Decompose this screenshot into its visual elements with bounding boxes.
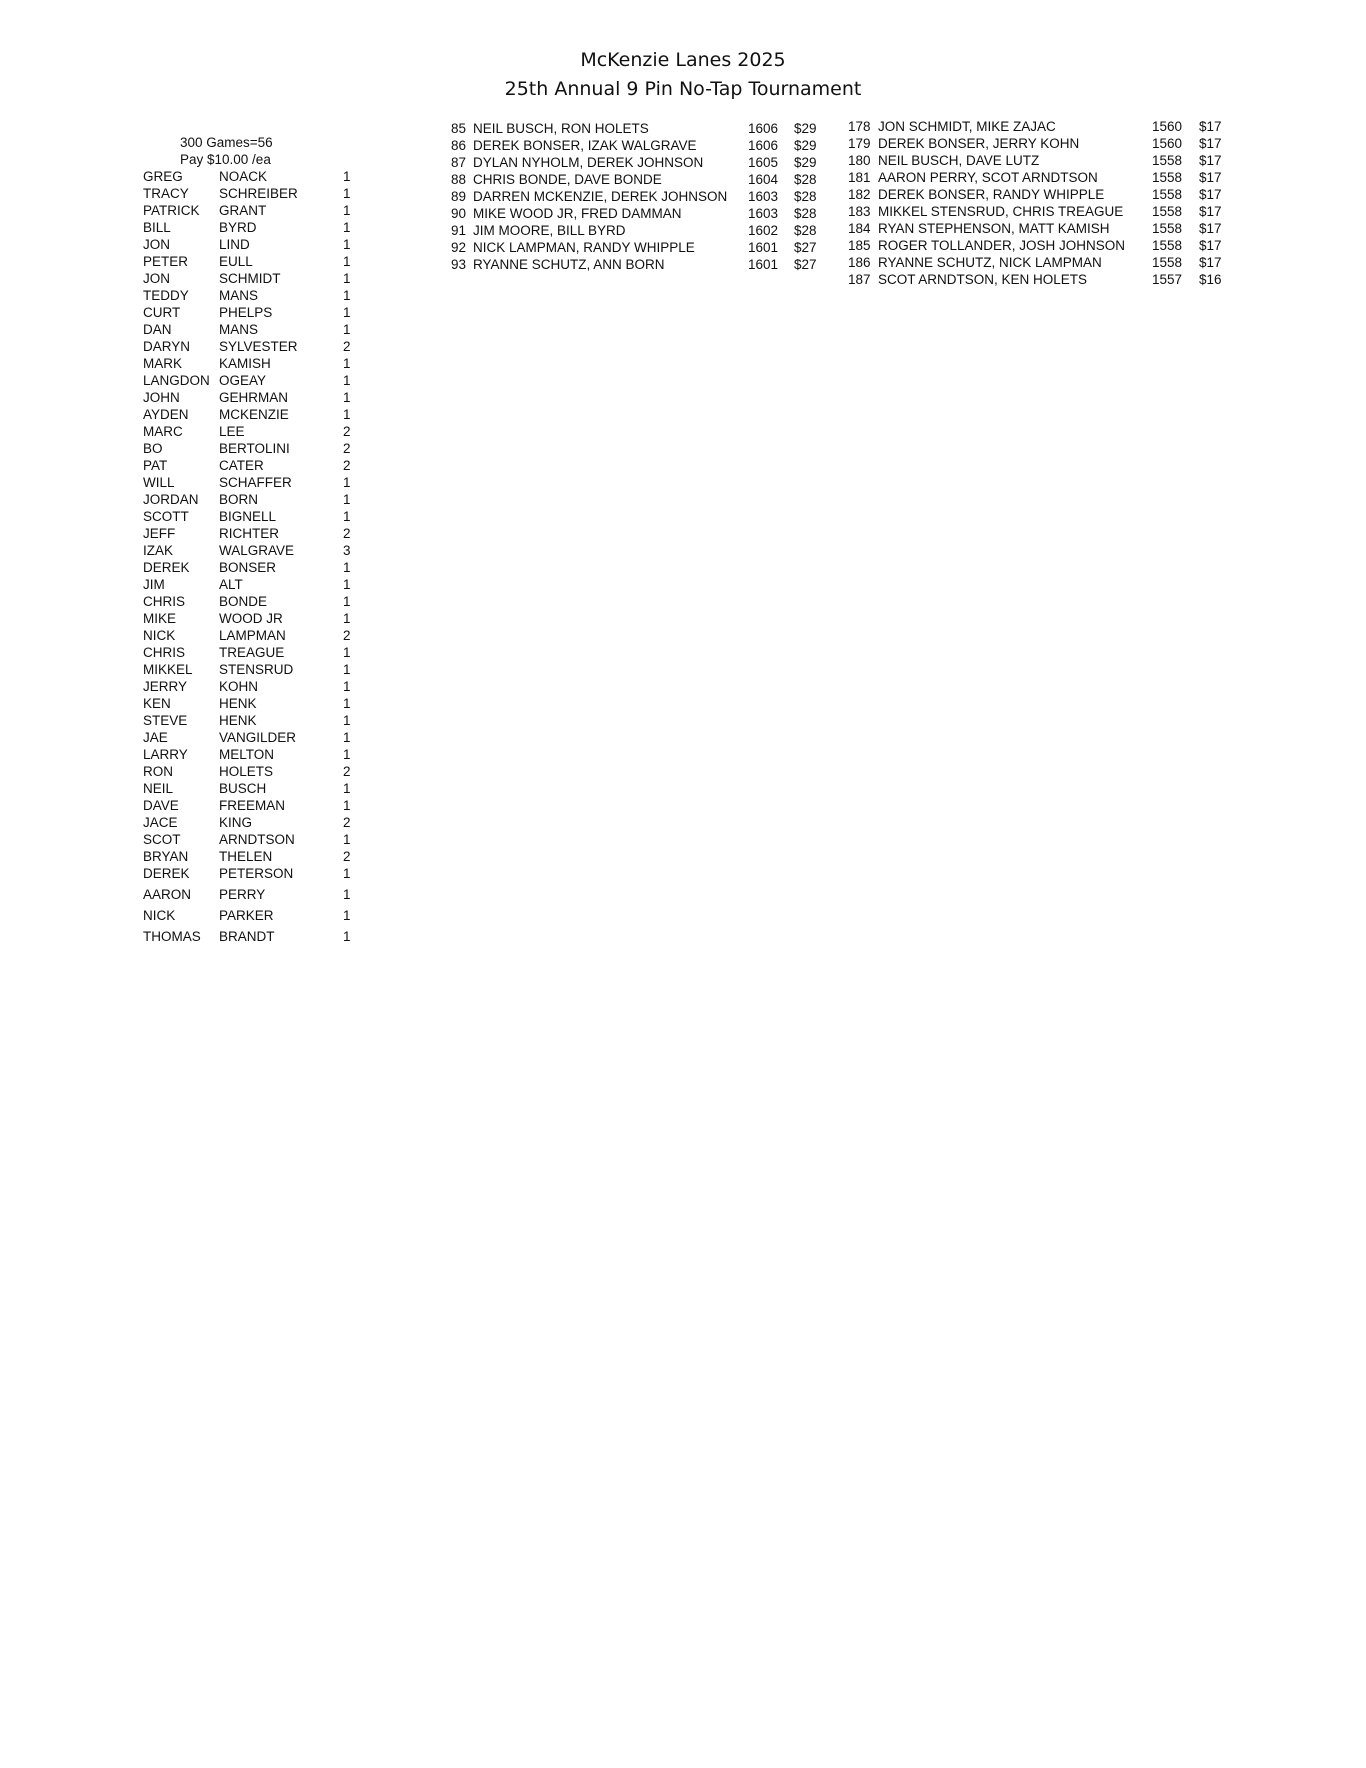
standing-rank: 187 [848,272,871,287]
bowler-300-count: 2 [343,526,351,541]
bowler-row [143,928,373,949]
bowler-last-name: BORN [219,492,259,507]
bowler-first-name: PATRICK [143,203,200,218]
bowler-300-count: 1 [343,781,351,796]
bowler-first-name: DARYN [143,339,191,354]
bowler-300-count: 1 [343,594,351,609]
bowler-last-name: KOHN [219,679,259,694]
team-score: 1558 [1152,221,1183,236]
team-names: DEREK BONSER, RANDY WHIPPLE [878,187,1105,202]
bowler-first-name: AARON [143,887,192,902]
bowler-row [143,491,373,508]
team-score: 1601 [748,257,779,272]
team-names: RYANNE SCHUTZ, ANN BORN [473,257,665,272]
bowler-row [143,848,373,865]
bowler-row [143,508,373,525]
bowler-first-name: JEFF [143,526,176,541]
bowler-last-name: VANGILDER [219,730,297,745]
bowler-row [143,321,373,338]
team-names: ROGER TOLLANDER, JOSH JOHNSON [878,238,1126,253]
bowler-row [143,168,373,185]
bowler-first-name: SCOT [143,832,181,847]
bowler-last-name: GEHRMAN [219,390,289,405]
bowler-first-name: MIKKEL [143,662,193,677]
bowler-row [143,729,373,746]
team-payout: $17 [1199,204,1222,219]
team-payout: $29 [794,121,817,136]
bowler-300-count: 1 [343,798,351,813]
bowler-first-name: JORDAN [143,492,199,507]
bowler-first-name: DAVE [143,798,179,813]
bowler-row [143,457,373,474]
bowler-first-name: TEDDY [143,288,189,303]
standing-rank: 86 [451,138,467,153]
bowler-300-count: 2 [343,849,351,864]
bowler-row [143,644,373,661]
bowler-first-name: BILL [143,220,171,235]
bowler-row [143,610,373,627]
team-payout: $28 [794,206,817,221]
bowler-last-name: TREAGUE [219,645,285,660]
bowler-last-name: SCHAFFER [219,475,292,490]
bowler-300-count: 2 [343,339,351,354]
team-payout: $17 [1199,170,1222,185]
team-names: NEIL BUSCH, RON HOLETS [473,121,649,136]
bowler-300-count: 2 [343,441,351,456]
bowler-first-name: PAT [143,458,168,473]
standing-row [848,152,1248,169]
bowler-first-name: GREG [143,169,183,184]
bowler-row [143,559,373,576]
games-300-list [143,168,373,949]
bowler-last-name: PERRY [219,887,266,902]
bowler-first-name: WILL [143,475,175,490]
bowler-first-name: JERRY [143,679,188,694]
bowler-300-count: 1 [343,747,351,762]
team-names: DYLAN NYHOLM, DEREK JOHNSON [473,155,704,170]
standing-rank: 183 [848,204,871,219]
bowler-300-count: 1 [343,560,351,575]
standing-row [451,171,831,188]
standing-rank: 179 [848,136,871,151]
bowler-last-name: LAMPMAN [219,628,286,643]
bowler-300-count: 1 [343,475,351,490]
bowler-300-count: 1 [343,577,351,592]
bowler-last-name: MANS [219,322,259,337]
team-names: DEREK BONSER, JERRY KOHN [878,136,1080,151]
bowler-300-count: 1 [343,611,351,626]
bowler-300-count: 1 [343,169,351,184]
bowler-last-name: SYLVESTER [219,339,298,354]
bowler-row [143,287,373,304]
bowler-first-name: THOMAS [143,929,201,944]
bowler-first-name: MARC [143,424,183,439]
bowler-last-name: HENK [219,696,257,711]
bowler-row [143,542,373,559]
team-names: AARON PERRY, SCOT ARNDTSON [878,170,1098,185]
bowler-last-name: SCHREIBER [219,186,298,201]
bowler-300-count: 2 [343,458,351,473]
bowler-last-name: LIND [219,237,250,252]
bowler-row [143,355,373,372]
standing-rank: 180 [848,153,871,168]
bowler-300-count: 1 [343,679,351,694]
bowler-300-count: 1 [343,696,351,711]
standing-row [451,256,831,273]
team-score: 1605 [748,155,779,170]
bowler-last-name: LEE [219,424,245,439]
team-score: 1606 [748,138,779,153]
standing-rank: 91 [451,223,467,238]
bowler-first-name: RON [143,764,173,779]
team-payout: $29 [794,138,817,153]
team-score: 1558 [1152,204,1183,219]
standings-column-1 [451,120,831,273]
bowler-first-name: AYDEN [143,407,189,422]
bowler-300-count: 1 [343,407,351,422]
standing-rank: 181 [848,170,871,185]
team-names: JON SCHMIDT, MIKE ZAJAC [878,119,1056,134]
bowler-300-count: 2 [343,628,351,643]
bowler-first-name: DEREK [143,560,190,575]
team-names: NEIL BUSCH, DAVE LUTZ [878,153,1040,168]
team-names: MIKE WOOD JR, FRED DAMMAN [473,206,682,221]
team-payout: $17 [1199,136,1222,151]
bowler-last-name: GRANT [219,203,267,218]
bowler-first-name: NEIL [143,781,174,796]
bowler-row [143,338,373,355]
bowler-first-name: NICK [143,628,176,643]
team-score: 1603 [748,189,779,204]
bowler-300-count: 1 [343,713,351,728]
games-300-label: 300 Games=56 [180,135,273,150]
standing-row [848,169,1248,186]
team-score: 1606 [748,121,779,136]
bowler-last-name: BONSER [219,560,277,575]
standing-row [848,254,1248,271]
bowler-row [143,814,373,831]
standing-row [848,220,1248,237]
team-names: DEREK BONSER, IZAK WALGRAVE [473,138,697,153]
bowler-300-count: 1 [343,509,351,524]
bowler-last-name: RICHTER [219,526,279,541]
bowler-first-name: TRACY [143,186,189,201]
bowler-row [143,406,373,423]
bowler-first-name: LARRY [143,747,188,762]
standing-rank: 186 [848,255,871,270]
team-names: JIM MOORE, BILL BYRD [473,223,626,238]
bowler-300-count: 1 [343,220,351,235]
bowler-row [143,907,373,928]
bowler-row [143,695,373,712]
bowler-last-name: PARKER [219,908,274,923]
bowler-row [143,270,373,287]
bowler-row [143,746,373,763]
bowler-row [143,831,373,848]
standing-row [451,120,831,137]
bowler-last-name: BONDE [219,594,268,609]
bowler-300-count: 1 [343,866,351,881]
team-payout: $28 [794,223,817,238]
bowler-last-name: FREEMAN [219,798,286,813]
bowler-300-count: 2 [343,764,351,779]
bowler-row [143,627,373,644]
team-payout: $27 [794,240,817,255]
bowler-first-name: SCOTT [143,509,189,524]
bowler-first-name: MARK [143,356,183,371]
standing-row [848,118,1248,135]
team-score: 1560 [1152,136,1183,151]
bowler-first-name: STEVE [143,713,188,728]
standing-row [848,186,1248,203]
bowler-row [143,593,373,610]
bowler-300-count: 1 [343,373,351,388]
team-score: 1558 [1152,238,1183,253]
bowler-300-count: 1 [343,271,351,286]
standing-rank: 178 [848,119,871,134]
team-score: 1603 [748,206,779,221]
bowler-row [143,661,373,678]
bowler-300-count: 1 [343,832,351,847]
bowler-last-name: PHELPS [219,305,273,320]
bowler-300-count: 1 [343,203,351,218]
bowler-last-name: MANS [219,288,259,303]
standing-row [848,237,1248,254]
bowler-300-count: 1 [343,186,351,201]
bowler-300-count: 1 [343,288,351,303]
bowler-300-count: 1 [343,887,351,902]
standing-row [451,137,831,154]
standing-rank: 90 [451,206,467,221]
bowler-last-name: MCKENZIE [219,407,289,422]
bowler-first-name: NICK [143,908,176,923]
bowler-300-count: 1 [343,908,351,923]
bowler-first-name: BO [143,441,163,456]
team-payout: $17 [1199,221,1222,236]
team-score: 1557 [1152,272,1183,287]
team-names: RYANNE SCHUTZ, NICK LAMPMAN [878,255,1102,270]
standing-rank: 182 [848,187,871,202]
bowler-last-name: THELEN [219,849,273,864]
bowler-last-name: WOOD JR [219,611,283,626]
team-payout: $17 [1199,255,1222,270]
bowler-row [143,372,373,389]
page-subtitle: 25th Annual 9 Pin No-Tap Tournament [504,78,862,100]
bowler-last-name: ALT [219,577,243,592]
bowler-last-name: CATER [219,458,264,473]
games-300-pay: Pay $10.00 /ea [180,152,271,167]
team-score: 1558 [1152,187,1183,202]
bowler-300-count: 3 [343,543,351,558]
bowler-last-name: NOACK [219,169,268,184]
bowler-300-count: 1 [343,929,351,944]
standing-row [451,205,831,222]
bowler-row [143,389,373,406]
standing-row [848,271,1248,288]
bowler-row [143,202,373,219]
bowler-first-name: LANGDON [143,373,210,388]
team-names: SCOT ARNDTSON, KEN HOLETS [878,272,1088,287]
bowler-last-name: SCHMIDT [219,271,281,286]
team-names: CHRIS BONDE, DAVE BONDE [473,172,662,187]
bowler-last-name: PETERSON [219,866,294,881]
bowler-row [143,253,373,270]
bowler-first-name: PETER [143,254,189,269]
team-names: NICK LAMPMAN, RANDY WHIPPLE [473,240,695,255]
bowler-row [143,219,373,236]
bowler-row [143,712,373,729]
bowler-first-name: DEREK [143,866,190,881]
bowler-row [143,474,373,491]
standing-row [451,188,831,205]
bowler-row [143,525,373,542]
page-title: McKenzie Lanes 2025 [580,49,786,71]
bowler-first-name: JOHN [143,390,180,405]
bowler-first-name: CHRIS [143,645,186,660]
bowler-last-name: WALGRAVE [219,543,295,558]
bowler-first-name: JIM [143,577,165,592]
team-payout: $17 [1199,119,1222,134]
bowler-300-count: 1 [343,390,351,405]
team-score: 1558 [1152,170,1183,185]
bowler-first-name: JON [143,271,170,286]
bowler-300-count: 1 [343,662,351,677]
bowler-first-name: JACE [143,815,178,830]
bowler-last-name: HENK [219,713,257,728]
bowler-row [143,763,373,780]
bowler-first-name: KEN [143,696,171,711]
team-payout: $28 [794,172,817,187]
bowler-row [143,865,373,886]
bowler-300-count: 2 [343,424,351,439]
bowler-300-count: 1 [343,254,351,269]
bowler-300-count: 1 [343,237,351,252]
bowler-last-name: STENSRUD [219,662,294,677]
team-payout: $28 [794,189,817,204]
team-score: 1558 [1152,255,1183,270]
standing-rank: 88 [451,172,467,187]
bowler-last-name: BERTOLINI [219,441,290,456]
bowler-last-name: BUSCH [219,781,267,796]
bowler-first-name: IZAK [143,543,174,558]
team-payout: $17 [1199,153,1222,168]
bowler-row [143,423,373,440]
bowler-last-name: HOLETS [219,764,274,779]
standing-row [451,154,831,171]
bowler-300-count: 1 [343,305,351,320]
standing-rank: 92 [451,240,467,255]
games-300-header [180,134,320,168]
team-payout: $16 [1199,272,1222,287]
team-score: 1604 [748,172,779,187]
standing-row [848,203,1248,220]
bowler-300-count: 1 [343,730,351,745]
team-score: 1601 [748,240,779,255]
bowler-first-name: MIKE [143,611,177,626]
bowler-row [143,678,373,695]
bowler-row [143,236,373,253]
bowler-300-count: 1 [343,322,351,337]
bowler-row [143,304,373,321]
bowler-300-count: 1 [343,356,351,371]
bowler-row [143,886,373,907]
bowler-last-name: BRANDT [219,929,275,944]
bowler-first-name: JAE [143,730,168,745]
bowler-row [143,440,373,457]
bowler-last-name: OGEAY [219,373,267,388]
team-score: 1602 [748,223,779,238]
bowler-last-name: ARNDTSON [219,832,295,847]
bowler-last-name: KAMISH [219,356,271,371]
team-payout: $17 [1199,187,1222,202]
standing-rank: 87 [451,155,467,170]
team-score: 1560 [1152,119,1183,134]
standing-row [451,222,831,239]
bowler-first-name: CURT [143,305,181,320]
bowler-row [143,797,373,814]
standing-row [848,135,1248,152]
bowler-first-name: BRYAN [143,849,189,864]
bowler-first-name: JON [143,237,170,252]
bowler-first-name: DAN [143,322,172,337]
bowler-300-count: 2 [343,815,351,830]
bowler-row [143,780,373,797]
bowler-300-count: 1 [343,645,351,660]
bowler-row [143,576,373,593]
standing-rank: 93 [451,257,467,272]
bowler-last-name: KING [219,815,253,830]
team-names: DARREN MCKENZIE, DEREK JOHNSON [473,189,728,204]
bowler-last-name: EULL [219,254,253,269]
standing-rank: 185 [848,238,871,253]
standing-rank: 89 [451,189,467,204]
team-payout: $27 [794,257,817,272]
standing-rank: 184 [848,221,871,236]
team-names: MIKKEL STENSRUD, CHRIS TREAGUE [878,204,1124,219]
team-payout: $29 [794,155,817,170]
team-names: RYAN STEPHENSON, MATT KAMISH [878,221,1110,236]
standings-column-2 [848,118,1248,288]
team-payout: $17 [1199,238,1222,253]
team-score: 1558 [1152,153,1183,168]
standing-row [451,239,831,256]
bowler-first-name: CHRIS [143,594,186,609]
bowler-last-name: BYRD [219,220,257,235]
bowler-last-name: MELTON [219,747,275,762]
bowler-last-name: BIGNELL [219,509,277,524]
bowler-300-count: 1 [343,492,351,507]
standing-rank: 85 [451,121,467,136]
bowler-row [143,185,373,202]
